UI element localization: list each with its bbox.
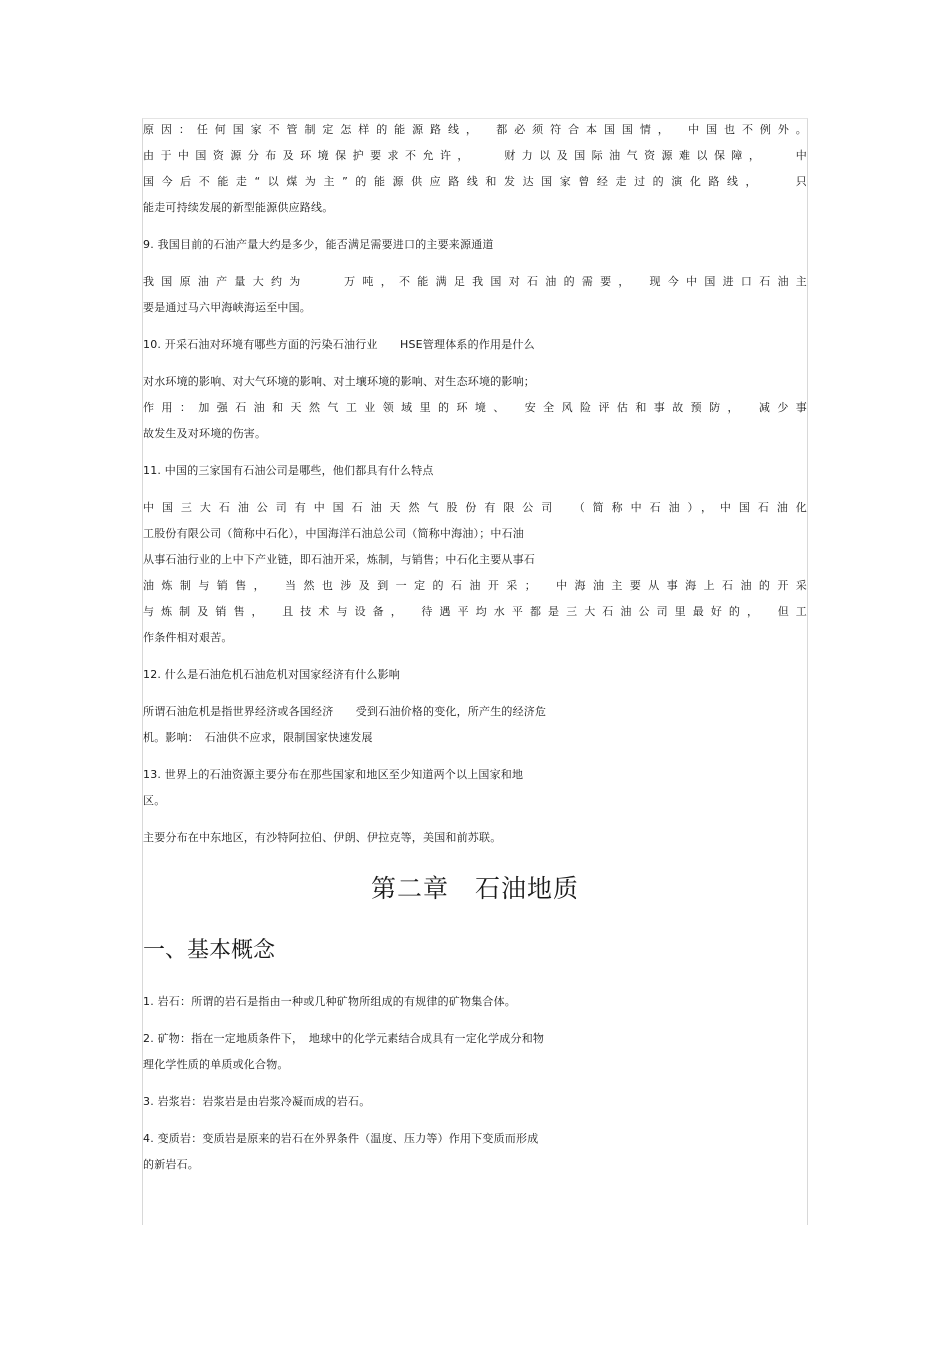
text-line: 我国原油产量大约为 万吨，不能满足我国对石油的需要， 现今中国进口石油主 bbox=[143, 275, 807, 288]
q11-question bbox=[143, 458, 807, 484]
concept-igneous-rock bbox=[143, 1089, 807, 1115]
q12-answer bbox=[143, 699, 807, 751]
text-line: 9. 我国目前的石油产量大约是多少，能否满足需要进口的主要来源通道 bbox=[143, 238, 494, 251]
text-line: 机。影响： 石油供不应求，限制国家快速发展 bbox=[143, 731, 373, 744]
text-line: 作用：加强石油和天然气工业领域里的环境、 安全风险评估和事故预防， 减少事 bbox=[143, 401, 807, 414]
q11-answer bbox=[143, 495, 807, 651]
text-line: 中国三大石油公司有中国石油天然气股份有限公司 （简称中石油），中国石油化 bbox=[143, 501, 807, 514]
text-line: 所谓石油危机是指世界经济或各国经济 受到石油价格的变化，所产生的经济危 bbox=[143, 705, 547, 718]
text-line: 要是通过马六甲海峡海运至中国。 bbox=[143, 301, 311, 314]
concept-rock bbox=[143, 989, 807, 1015]
text-line: 3. 岩浆岩：岩浆岩是由岩浆冷凝而成的岩石。 bbox=[143, 1095, 371, 1108]
text-line: 对水环境的影响、对大气环境的影响、对土壤环境的影响、对生态环境的影响； bbox=[143, 375, 535, 388]
section-title: 一、基本概念 bbox=[143, 938, 276, 963]
q13-answer bbox=[143, 825, 807, 851]
text-line: 12. 什么是石油危机石油危机对国家经济有什么影响 bbox=[143, 668, 400, 681]
document-content bbox=[143, 117, 807, 1189]
text-line: 油炼制与销售， 当然也涉及到一定的石油开采； 中海油主要从事海上石油的开采 bbox=[143, 579, 807, 592]
chapter-title: 第二章 石油地质 bbox=[370, 874, 579, 903]
concept-mineral bbox=[143, 1026, 807, 1078]
text-line: 1. 岩石：所谓的岩石是指由一种或几种矿物所组成的有规律的矿物集合体。 bbox=[143, 995, 516, 1008]
text-line: 国今后不能走“以煤为主”的能源供应路线和发达国家曾经走过的演化路线， 只 bbox=[143, 175, 807, 188]
q13-question bbox=[143, 762, 807, 814]
text-line: 4. 变质岩：变质岩是原来的岩石在外界条件（温度、压力等）作用下变质而形成 bbox=[143, 1132, 539, 1145]
text-line: 13. 世界上的石油资源主要分布在那些国家和地区至少知道两个以上国家和地 bbox=[143, 768, 524, 781]
text-line: 区。 bbox=[143, 794, 166, 807]
text-line: 原因：任何国家不管制定怎样的能源路线， 都必须符合本国国情， 中国也不例外。 bbox=[143, 123, 807, 136]
q12-question bbox=[143, 662, 807, 688]
q9-question bbox=[143, 232, 807, 258]
text-line: 主要分布在中东地区，有沙特阿拉伯、伊朗、伊拉克等，美国和前苏联。 bbox=[143, 831, 502, 844]
text-line: 作条件相对艰苦。 bbox=[143, 631, 233, 644]
text-line: 的新岩石。 bbox=[143, 1158, 199, 1171]
q9-answer bbox=[143, 269, 807, 321]
text-line: 能走可持续发展的新型能源供应路线。 bbox=[143, 201, 334, 214]
q10-answer bbox=[143, 369, 807, 447]
text-line: 故发生及对环境的伤害。 bbox=[143, 427, 267, 440]
text-line: 从事石油行业的上中下产业链，即石油开采，炼制，与销售；中石化主要从事石 bbox=[143, 553, 535, 566]
text-line: 2. 矿物：指在一定地质条件下， 地球中的化学元素结合成具有一定化学成分和物 bbox=[143, 1032, 545, 1045]
text-line: 工股份有限公司（简称中石化），中国海洋石油总公司（简称中海油）；中石油 bbox=[143, 527, 524, 540]
text-line: 理化学性质的单质或化合物。 bbox=[143, 1058, 289, 1071]
text-line: 由于中国资源分布及环境保护要求不允许， 财力以及国际油气资源难以保障， 中 bbox=[143, 149, 807, 162]
text-line: 11. 中国的三家国有石油公司是哪些，他们都具有什么特点 bbox=[143, 464, 434, 477]
concept-metamorphic-rock bbox=[143, 1126, 807, 1178]
q10-question bbox=[143, 332, 807, 358]
text-line: 与炼制及销售， 且技术与设备， 待遇平均水平都是三大石油公司里最好的， 但工 bbox=[143, 605, 807, 618]
text-line: 10. 开采石油对环境有哪些方面的污染石油行业 HSE管理体系的作用是什么 bbox=[143, 338, 535, 351]
q8-answer bbox=[143, 117, 807, 221]
